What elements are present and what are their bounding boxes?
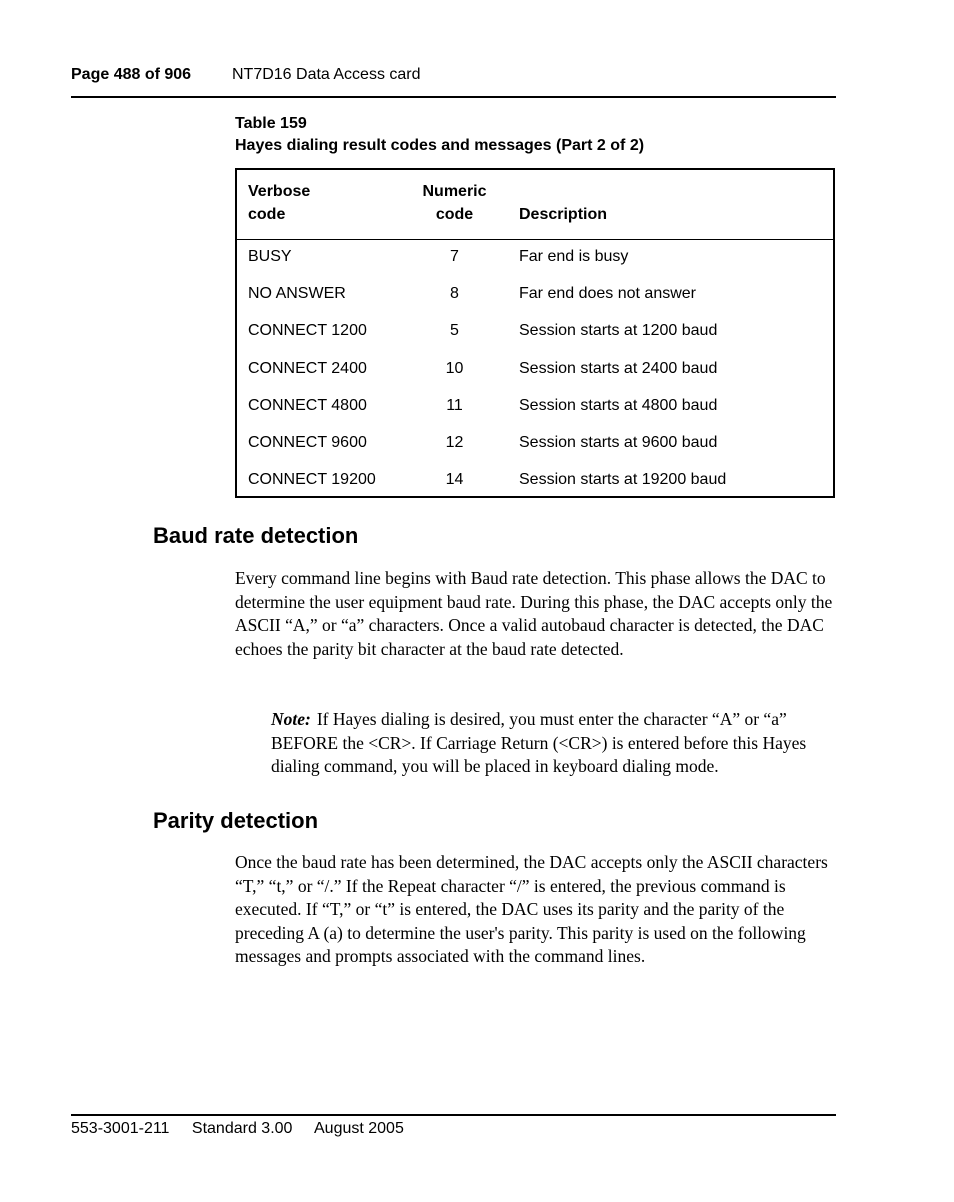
verbose-code: CONNECT 19200: [248, 471, 376, 488]
note-text: If Hayes dialing is desired, you must enter the character “A” or “a” BEFORE the <CR>. If Carriage Return (<CR>) is entered before this Hayes dialing command, you will be placed in keyboard dialing mode.: [271, 709, 807, 776]
code-description: Session starts at 4800 baud: [519, 397, 718, 414]
verbose-code: CONNECT 4800: [248, 397, 367, 414]
note-label: Note:: [271, 709, 311, 729]
page-header: [71, 66, 836, 98]
table-caption: [235, 113, 644, 157]
page-number: Page 488 of 906: [71, 66, 192, 83]
table-row: [237, 247, 833, 284]
code-description: Session starts at 9600 baud: [519, 434, 718, 451]
table-row: [237, 359, 833, 396]
verbose-code: CONNECT 9600: [248, 434, 367, 451]
result-codes-table: [235, 168, 835, 498]
verbose-code: CONNECT 1200: [248, 322, 367, 339]
section-heading-parity: Parity detection: [153, 808, 319, 833]
hayes-note: [271, 708, 835, 779]
code-description: Session starts at 2400 baud: [519, 360, 718, 377]
table-row: [237, 433, 833, 470]
numeric-code: 14: [445, 471, 464, 488]
numeric-code: 11: [446, 397, 463, 414]
table-row: [237, 284, 833, 321]
standard-version: Standard 3.00: [191, 1120, 293, 1137]
header-verbose-code: Verbose code: [248, 183, 311, 223]
header-description: Description: [519, 206, 608, 223]
code-description: Session starts at 1200 baud: [519, 322, 718, 339]
verbose-code: BUSY: [248, 248, 292, 265]
baud-rate-paragraph: Every command line begins with Baud rate detection. This phase allows the DAC to determine the user equipment baud rate. During this phase, the DAC accepts only the ASCII “A,” or “a” characters. Once a valid autobaud character is detected, the DAC echoes the parity bit character at the baud rate detected.: [235, 568, 833, 659]
numeric-code: 7: [450, 248, 459, 265]
numeric-code: 5: [450, 322, 459, 339]
code-description: Session starts at 19200 baud: [519, 471, 727, 488]
table-row: [237, 470, 833, 507]
table-row: [237, 321, 833, 358]
header-numeric-code: Numeric code: [422, 183, 487, 223]
numeric-code: 12: [445, 434, 464, 451]
table-number: Table 159: [235, 115, 307, 132]
publication-date: August 2005: [314, 1120, 404, 1137]
parity-paragraph: Once the baud rate has been determined, the DAC accepts only the ASCII characters “T,” “t,” or “/.” If the Repeat character “/” is entered, the previous command is executed. If “T,” or “t” is entered, the DAC uses its parity and the parity of the preceding A (a) to determine the user's parity. This parity is used on the following messages and prompts associated with the command lines.: [235, 852, 828, 966]
table-row: [237, 396, 833, 433]
verbose-code: CONNECT 2400: [248, 360, 367, 377]
numeric-code: 10: [445, 360, 464, 377]
table-header: [237, 170, 833, 240]
code-description: Far end is busy: [519, 248, 629, 265]
code-description: Far end does not answer: [519, 285, 696, 302]
document-title: NT7D16 Data Access card: [232, 66, 421, 83]
page-footer: [71, 1114, 836, 1138]
document-number: 553-3001-211: [71, 1120, 170, 1137]
table-title: Hayes dialing result codes and messages (Part 2 of 2): [235, 137, 645, 154]
verbose-code: NO ANSWER: [248, 285, 346, 302]
numeric-code: 8: [450, 285, 459, 302]
section-heading-baud-rate: Baud rate detection: [153, 523, 359, 548]
